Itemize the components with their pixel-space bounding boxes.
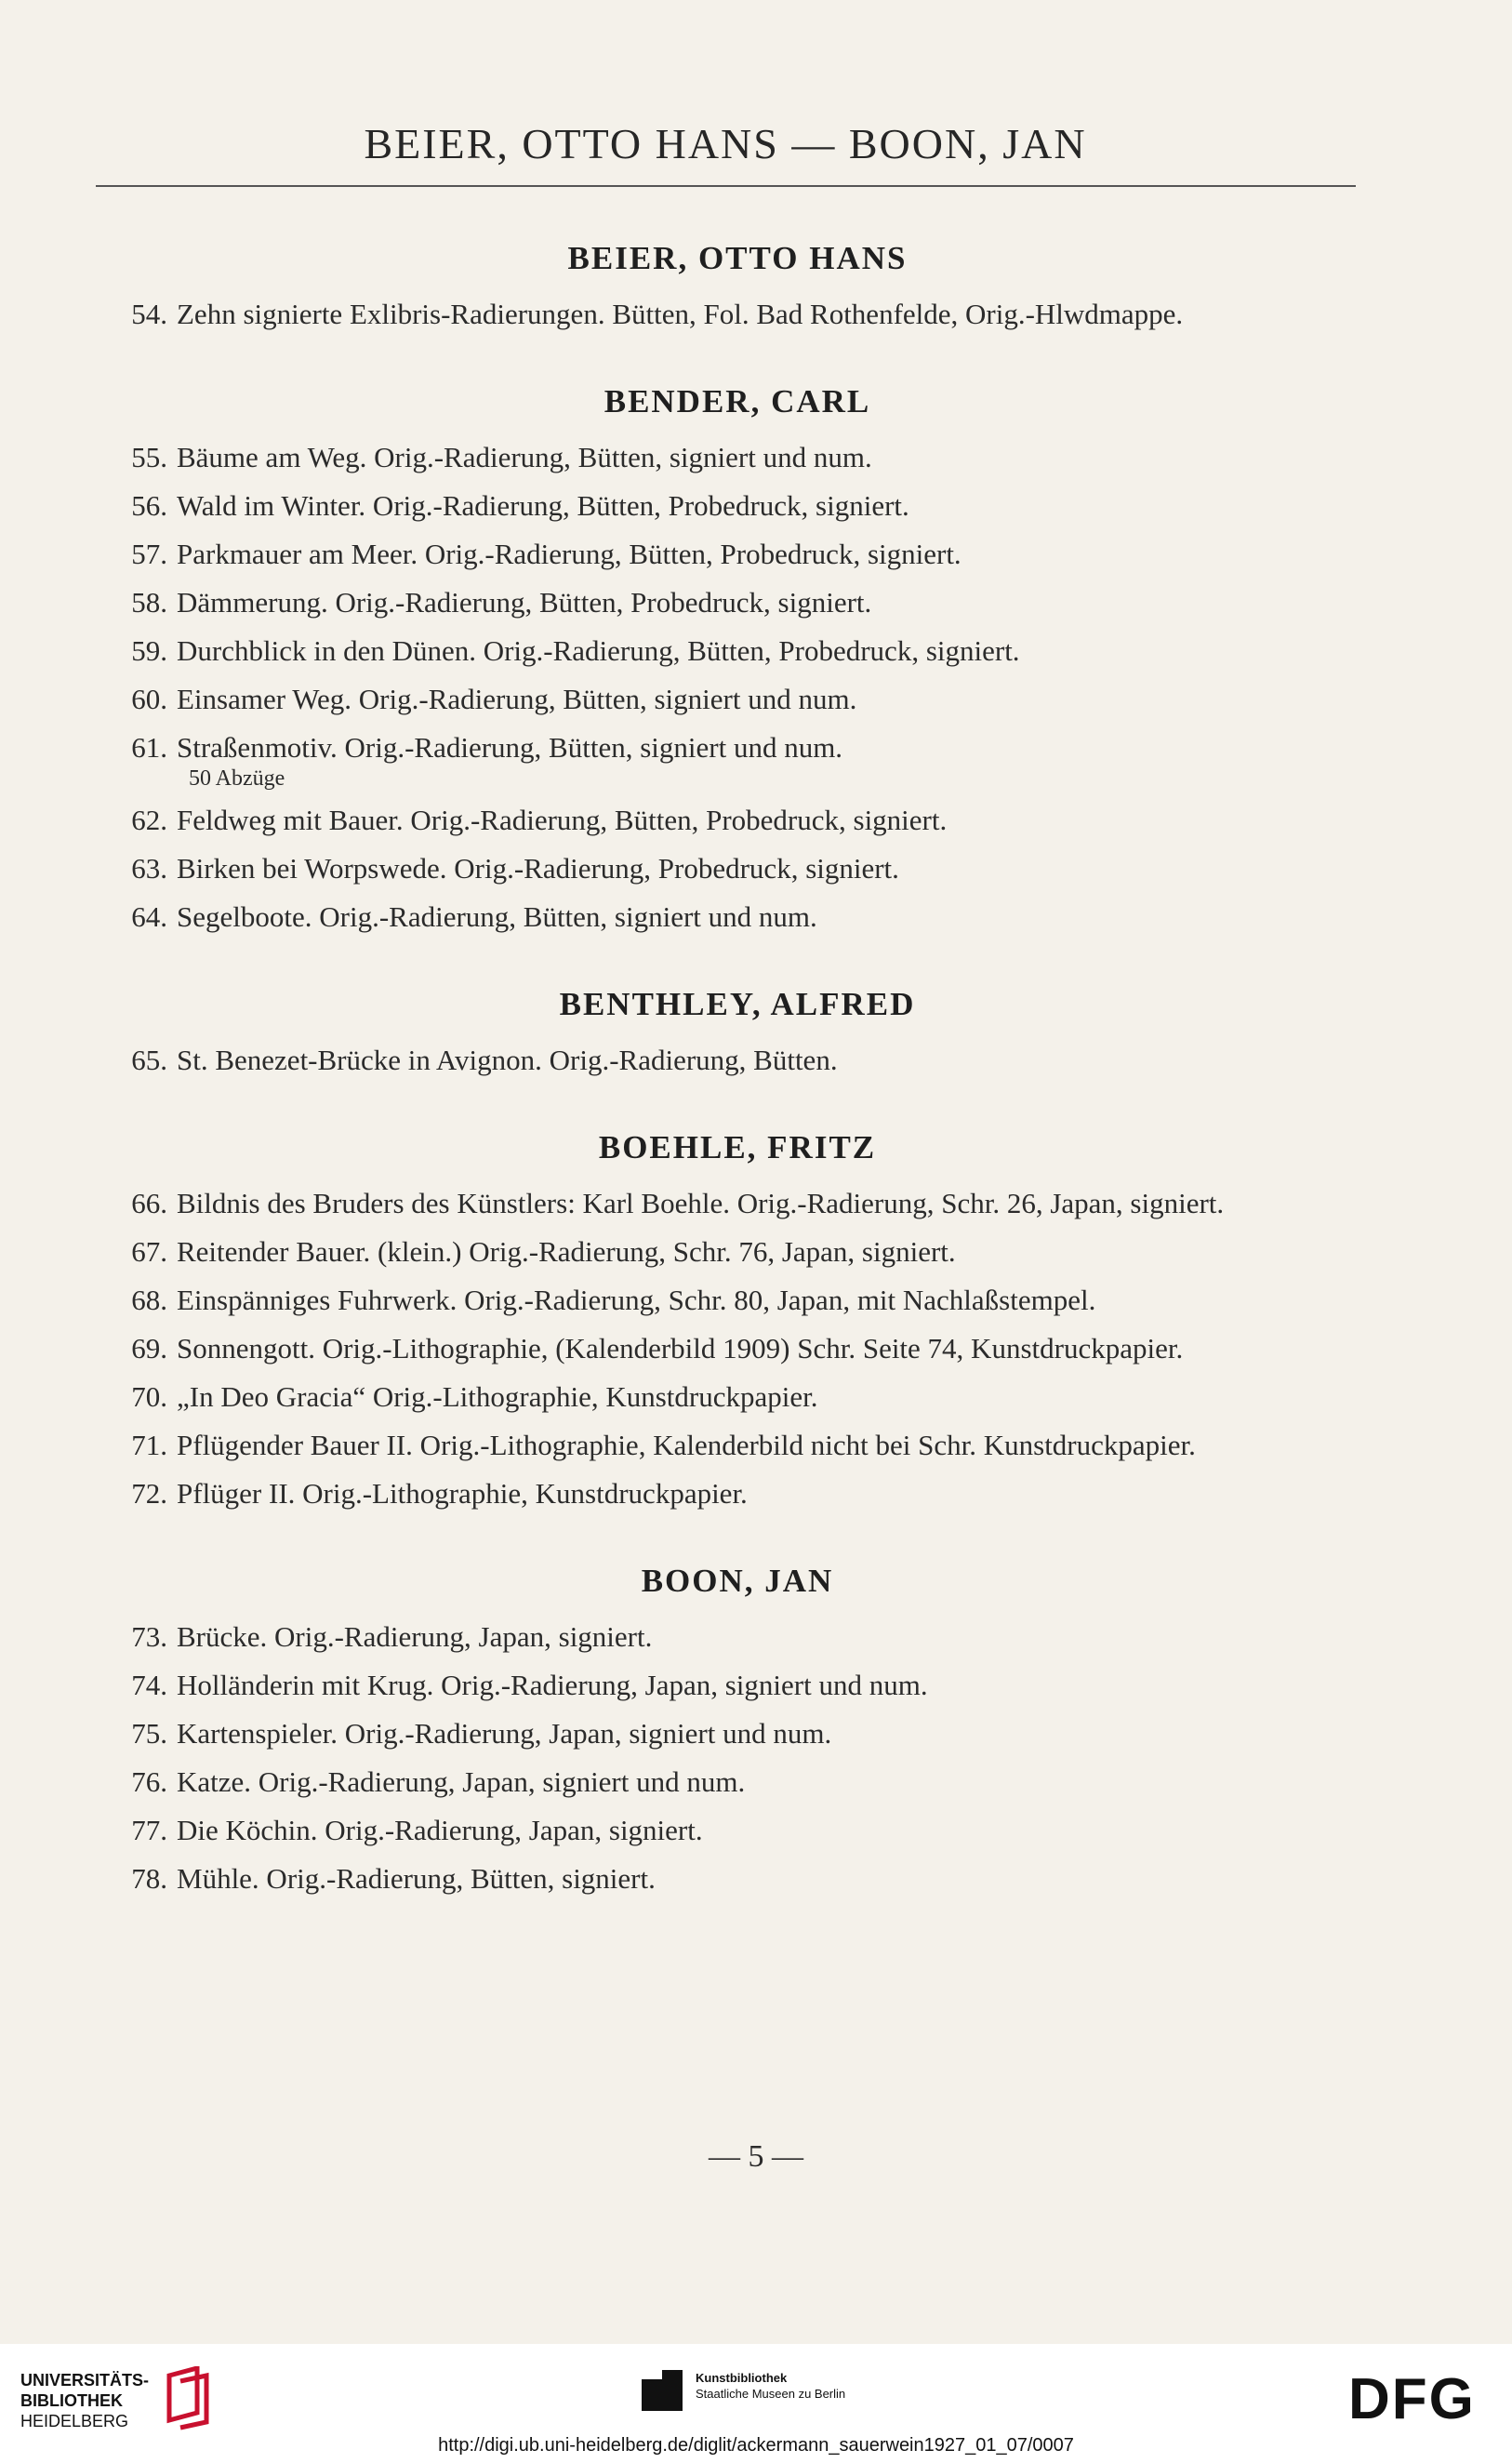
entry-description: Dämmerung. Orig.-Radierung, Bütten, Probedruck, signiert. — [177, 586, 872, 619]
entry-description: „In Deo Gracia“ Orig.-Lithographie, Kunstdruckpapier. — [177, 1380, 818, 1413]
header-rule — [96, 185, 1356, 187]
entry-number: 70. — [131, 1380, 167, 1413]
catalogue-entry — [110, 724, 1365, 792]
entry-description: Bildnis des Bruders des Künstlers: Karl Boehle. Orig.-Radierung, Schr. 26, Japan, signiert. — [177, 1187, 1225, 1219]
catalogue-entry — [110, 1421, 1365, 1470]
entry-number: 73. — [131, 1620, 167, 1653]
entry-number: 67. — [131, 1235, 167, 1268]
entry-description: Segelboote. Orig.-Radierung, Bütten, signiert und num. — [177, 900, 817, 933]
artist-section — [110, 979, 1365, 1085]
entry-number: 78. — [131, 1862, 167, 1895]
entry-number: 71. — [131, 1429, 167, 1461]
artist-heading: BEIER, OTTO HANS — [567, 240, 908, 276]
library-name-line3: HEIDELBERG — [20, 2412, 129, 2430]
entry-description: St. Benezet-Brücke in Avignon. Orig.-Radierung, Bütten. — [177, 1044, 838, 1076]
catalogue-entry — [110, 482, 1365, 530]
artist-section — [110, 1555, 1365, 1903]
kunstbibliothek-name: Kunstbibliothek — [696, 2371, 788, 2385]
catalogue-entry — [110, 579, 1365, 627]
catalogue-entry — [110, 893, 1365, 941]
entry-description: Parkmauer am Meer. Orig.-Radierung, Bütten, Probedruck, signiert. — [177, 538, 962, 570]
entry-description: Holländerin mit Krug. Orig.-Radierung, Japan, signiert und num. — [177, 1669, 928, 1701]
entry-number: 64. — [131, 900, 167, 933]
entry-description: Reitender Bauer. (klein.) Orig.-Radierung, Schr. 76, Japan, signiert. — [177, 1235, 956, 1268]
catalogue-entry — [110, 1325, 1365, 1373]
catalogue-entry — [110, 1710, 1365, 1758]
entry-number: 74. — [131, 1669, 167, 1701]
entry-description: Pflüger II. Orig.-Lithographie, Kunstdruckpapier. — [177, 1477, 748, 1510]
artist-heading: BOON, JAN — [641, 1563, 834, 1599]
catalogue-entry — [110, 627, 1365, 675]
catalogue-entry — [110, 796, 1365, 845]
entry-number: 61. — [131, 731, 167, 764]
entry-description: Birken bei Worpswede. Orig.-Radierung, Probedruck, signiert. — [177, 852, 899, 885]
entry-number: 76. — [131, 1765, 167, 1798]
entry-description: Durchblick in den Dünen. Orig.-Radierung, Bütten, Probedruck, signiert. — [177, 634, 1020, 667]
catalogue-entry — [110, 1661, 1365, 1710]
entry-number: 60. — [131, 683, 167, 715]
dfg-logo[interactable]: DFG — [1348, 2367, 1476, 2431]
entry-description: Brücke. Orig.-Radierung, Japan, signiert. — [177, 1620, 653, 1653]
entry-number: 54. — [131, 298, 167, 330]
entry-number: 58. — [131, 586, 167, 619]
entry-description: Zehn signierte Exlibris-Radierungen. Bütten, Fol. Bad Rothenfelde, Orig.-Hlwdmappe. — [177, 298, 1184, 330]
catalogue-entry — [110, 1758, 1365, 1806]
catalogue-entry — [110, 530, 1365, 579]
artist-section — [110, 1122, 1365, 1518]
entry-number: 59. — [131, 634, 167, 667]
artist-heading: BENDER, CARL — [603, 383, 871, 419]
kunstbibliothek-subtitle: Staatliche Museen zu Berlin — [696, 2387, 846, 2401]
catalogue-entry — [110, 1036, 1365, 1085]
entry-number: 68. — [131, 1284, 167, 1316]
entry-number: 65. — [131, 1044, 167, 1076]
library-name-line1: UNIVERSITÄTS- — [20, 2371, 150, 2390]
catalogue-entry — [110, 1806, 1365, 1855]
entry-description: Wald im Winter. Orig.-Radierung, Bütten, Probedruck, signiert. — [177, 489, 909, 522]
library-emblem-icon — [160, 2366, 212, 2431]
kunstbibliothek-mark-icon — [642, 2370, 683, 2411]
entry-number: 57. — [131, 538, 167, 570]
catalogue-entry — [110, 1613, 1365, 1661]
artist-section — [110, 376, 1365, 941]
entry-description: Katze. Orig.-Radierung, Japan, signiert und num. — [177, 1765, 746, 1798]
entry-number: 75. — [131, 1717, 167, 1750]
entry-description: Die Köchin. Orig.-Radierung, Japan, signiert. — [177, 1814, 703, 1846]
catalogue-entry — [110, 1855, 1365, 1903]
catalogue-entry — [110, 290, 1365, 339]
entry-number: 55. — [131, 441, 167, 473]
running-head: BEIER, OTTO HANS — BOON, JAN — [364, 120, 1087, 167]
source-url[interactable]: http://digi.ub.uni-heidelberg.de/diglit/ackermann_sauerwein1927_01_07/0007 — [438, 2435, 1074, 2456]
catalogue-entry — [110, 1276, 1365, 1325]
entry-number: 62. — [131, 804, 167, 836]
catalogue-entry — [110, 1373, 1365, 1421]
entry-description: Straßenmotiv. Orig.-Radierung, Bütten, signiert und num. — [177, 731, 843, 764]
entry-description: Mühle. Orig.-Radierung, Bütten, signiert. — [177, 1862, 656, 1895]
entry-description: Einsamer Weg. Orig.-Radierung, Bütten, signiert und num. — [177, 683, 857, 715]
artist-section — [110, 233, 1365, 339]
catalogue-content — [110, 233, 1365, 1940]
catalogue-entry — [110, 1228, 1365, 1276]
footer-bar — [0, 2344, 1512, 2463]
entry-number: 63. — [131, 852, 167, 885]
entry-description: Pflügender Bauer II. Orig.-Lithographie, Kalenderbild nicht bei Schr. Kunstdruckpapier. — [177, 1429, 1196, 1461]
catalogue-entry — [110, 433, 1365, 482]
entry-description: Feldweg mit Bauer. Orig.-Radierung, Bütten, Probedruck, signiert. — [177, 804, 948, 836]
page-number: — 5 — — [709, 2139, 803, 2174]
entry-number: 56. — [131, 489, 167, 522]
library-name-line2: BIBLIOTHEK — [20, 2391, 123, 2410]
entry-description: Bäume am Weg. Orig.-Radierung, Bütten, signiert und num. — [177, 441, 872, 473]
entry-number: 77. — [131, 1814, 167, 1846]
university-library-logo[interactable] — [20, 2370, 149, 2431]
artist-heading: BOEHLE, FRITZ — [598, 1129, 877, 1165]
entry-number: 72. — [131, 1477, 167, 1510]
catalogue-entry — [110, 845, 1365, 893]
entry-description: Kartenspieler. Orig.-Radierung, Japan, signiert und num. — [177, 1717, 832, 1750]
entry-description: Sonnengott. Orig.-Lithographie, (Kalenderbild 1909) Schr. Seite 74, Kunstdruckpapier. — [177, 1332, 1184, 1365]
entry-description: Einspänniges Fuhrwerk. Orig.-Radierung, Schr. 80, Japan, mit Nachlaßstempel. — [177, 1284, 1096, 1316]
catalogue-entry — [110, 1470, 1365, 1518]
artist-heading: BENTHLEY, ALFRED — [559, 986, 916, 1022]
entry-number: 69. — [131, 1332, 167, 1365]
entry-number: 66. — [131, 1187, 167, 1219]
entry-note: 50 Abzüge — [189, 766, 285, 791]
catalogue-entry — [110, 1179, 1365, 1228]
catalogue-entry — [110, 675, 1365, 724]
